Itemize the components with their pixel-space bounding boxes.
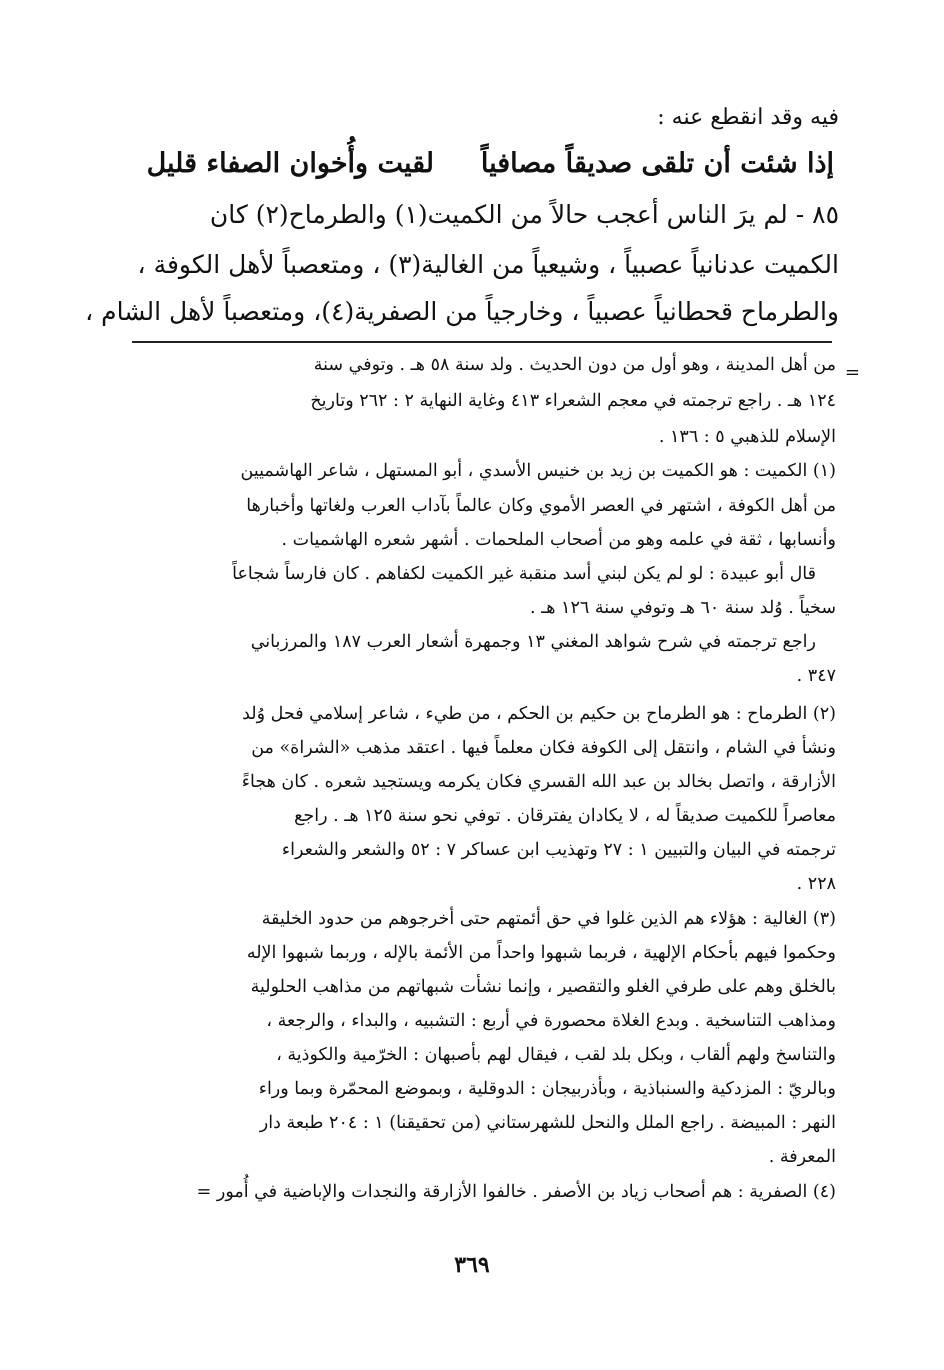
footnote-3-line: والتناسخ ولهم ألقاب ، وبكل بلد لقب ، فيقال لهم بأصبهان : الخرّمية والكوذية ، xyxy=(276,1045,836,1065)
footnote-cont-line: الإسلام للذهبي ٥ : ١٣٦ . xyxy=(658,427,836,447)
footnote-1-line: ٣٤٧ . xyxy=(796,666,836,686)
footnote-2-line: ترجمته في البيان والتبيين ١ : ٢٧ وتهذيب ابن عساكر ٧ : ٥٢ والشعر والشعراء xyxy=(281,840,836,860)
footnote-cont-line: ١٢٤ هـ . راجع ترجمته في معجم الشعراء ٤١٣ وغاية النهاية ٢ : ٢٦٢ وتاريخ xyxy=(310,391,836,411)
footnote-1-line: (١) الكميت : هو الكميت بن زيد بن خنيس الأسدي ، أبو المستهل ، شاعر الهاشميين xyxy=(240,461,836,481)
footnote-1-line: سخياً . وُلد سنة ٦٠ هـ وتوفي سنة ١٢٦ هـ . xyxy=(530,598,836,618)
footnote-3-line: وحكموا فيهم بأحكام الإلهية ، فربما شبهوا واحداً من الأئمة بالإله ، وربما شبهوا الإله xyxy=(246,943,836,963)
footnote-2-line: الأزارقة ، واتصل بخالد بن عبد الله القسري فكان يكرمه ويستجيد شعره . كان هجاءً xyxy=(241,772,836,792)
footnote-1-line: من أهل الكوفة ، اشتهر في العصر الأموي وكان عالماً بآداب العرب ولغاتها وأخبارها xyxy=(246,496,836,516)
footnote-2-line: ٢٢٨ . xyxy=(796,874,836,894)
footnote-cont-line: من أهل المدينة ، وهو أول من دون الحديث . ولد سنة ٥٨ هـ . وتوفي سنة xyxy=(313,355,836,375)
footnote-2-line: معاصراً للكميت صديقاً له ، لا يكادان يفترقان . توفي نحو سنة ١٢٥ هـ . راجع xyxy=(294,806,836,826)
page-number: ٣٦٩ xyxy=(454,1252,490,1278)
verse-hemistich-2: لقيت وأُخوان الصفاء قليل xyxy=(146,148,434,179)
paragraph-85-line-1: ٨٥ - لم يرَ الناس أعجب حالاً من الكميت(١) والطرماح(٢) كان xyxy=(209,200,839,229)
footnote-1-line: وأنسابها ، ثقة في علمه وهو من أصحاب الملحمات . أشهر شعره الهاشميات . xyxy=(281,530,836,550)
continuation-mark: = xyxy=(844,362,860,383)
footnote-1-line: راجع ترجمته في شرح شواهد المغني ١٣ وجمهرة أشعار العرب ١٨٧ والمرزباني xyxy=(250,632,816,652)
verse-hemistich-1: إذا شئت أن تلقى صديقاً مصافياً xyxy=(480,148,834,179)
footnote-3-line: (٣) الغالية : هؤلاء هم الذين غلوا في حق أئمتهم حتى أخرجوهم من حدود الخليقة xyxy=(261,909,836,929)
footnote-3-line: النهر : المبيضة . راجع الملل والنحل للشهرستاني (من تحقيقنا) ١ : ٢٠٤ طبعة دار xyxy=(259,1113,836,1133)
footnote-3-line: وبالريّ : المزدكية والسنباذية ، وبأذربيجان : الدوقلية ، وبموضع المحمّرة وبما وراء xyxy=(258,1079,836,1099)
footnote-2-line: ونشأ في الشام ، وانتقل إلى الكوفة فكان معلماً فيها . اعتقد مذهب «الشراة» من xyxy=(251,738,836,758)
intro-line: فيه وقد انقطع عنه : xyxy=(657,105,839,130)
paragraph-85-line-2: الكميت عدنانياً عصبياً ، وشيعياً من الغالية(٣) ، ومتعصباً لأهل الكوفة ، xyxy=(137,250,839,279)
footnote-3-line: المعرفة . xyxy=(768,1147,836,1167)
footnote-4-line: (٤) الصفرية : هم أصحاب زياد بن الأصفر . خالفوا الأزارقة والنجدات والإباضية في أُمور = xyxy=(196,1182,836,1202)
footnote-1-line: قال أبو عبيدة : لو لم يكن لبني أسد منقبة غير الكميت لكفاهم . كان فارساً شجاعاً xyxy=(232,564,816,584)
footnote-separator xyxy=(132,341,832,343)
footnote-3-line: ومذاهب التناسخية . وبدع الغلاة محصورة في أربع : التشبيه ، والبداء ، والرجعة ، xyxy=(266,1011,836,1031)
footnote-2-line: (٢) الطرماح : هو الطرماح بن حكيم بن الحكم ، من طيء ، شاعر إسلامي فحل وُلد xyxy=(242,704,836,724)
paragraph-85-line-3: والطرماح قحطانياً عصبياً ، وخارجياً من الصفرية(٤)، ومتعصباً لأهل الشام ، xyxy=(85,297,839,326)
footnote-3-line: بالخلق وهم على طرفي الغلو والتقصير ، وإنما نشأت شبهاتهم من مذاهب الحلولية xyxy=(250,977,836,997)
